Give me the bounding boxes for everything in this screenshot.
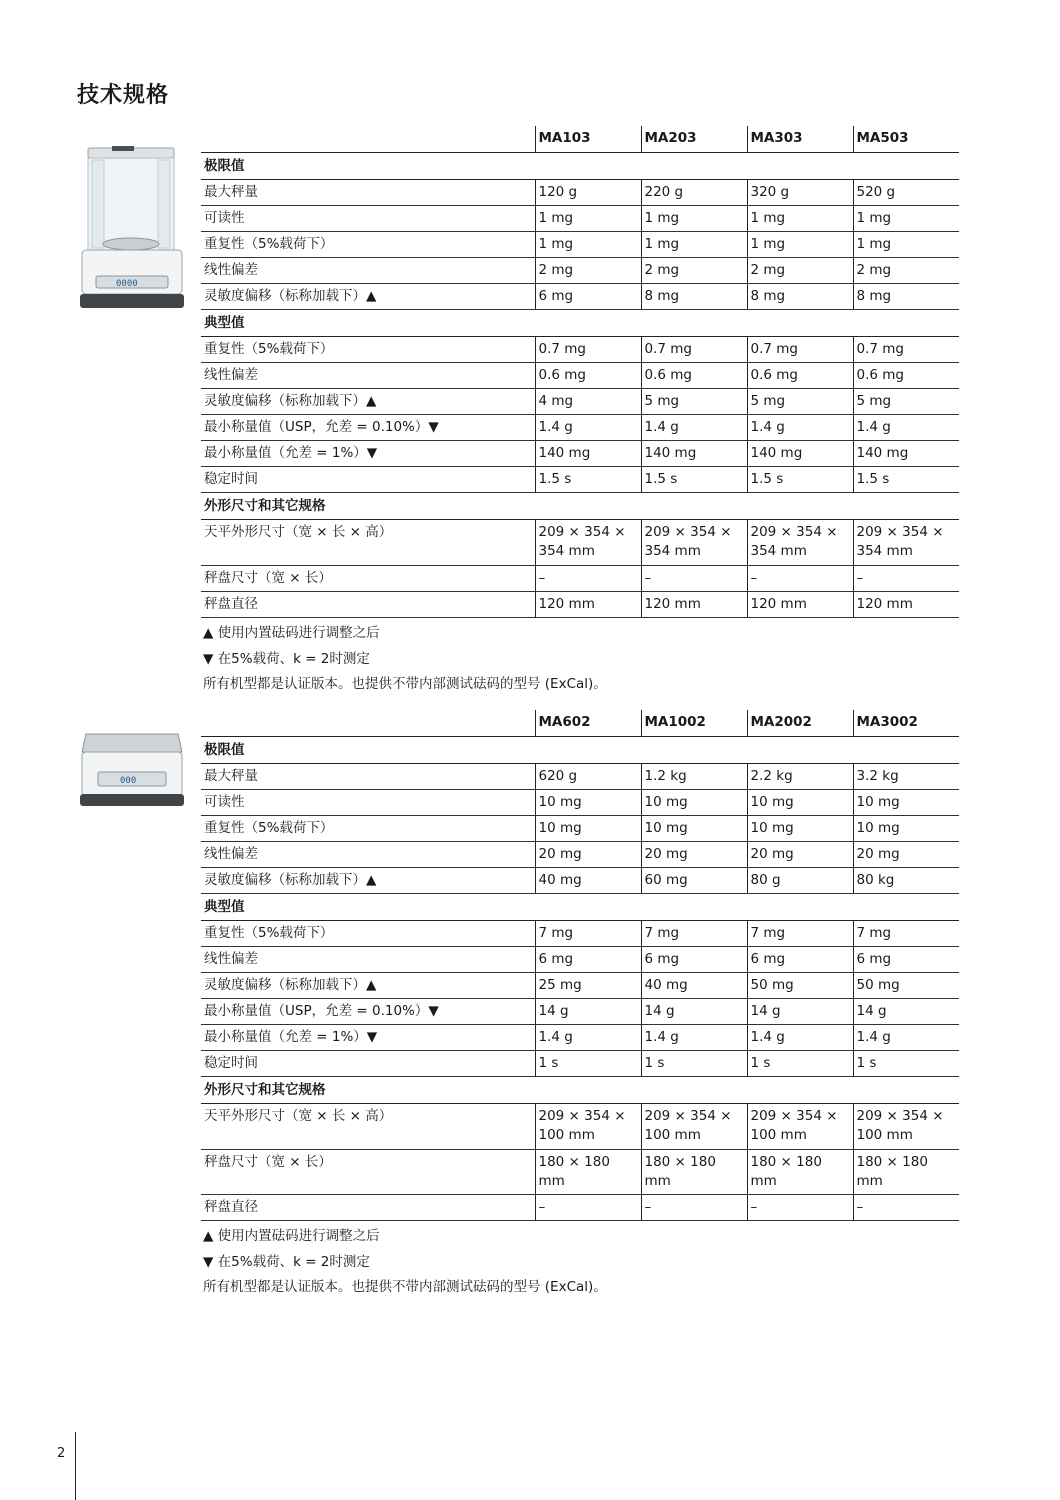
value-cell: 20 mg (853, 842, 959, 868)
footnote: ▼ 在5%载荷、k = 2时测定 (203, 650, 370, 667)
section-title: 外形尺寸和其它规格 (201, 1077, 959, 1104)
row-label: 最小称量值（USP，允差 = 0.10%）▼ (201, 999, 535, 1025)
value-cell: 220 g (641, 180, 747, 206)
value-cell: 14 g (641, 999, 747, 1025)
spec-notes-2 (201, 1224, 959, 1301)
value-cell: 80 kg (853, 868, 959, 894)
value-cell: 620 g (535, 764, 641, 790)
value-cell: – (853, 566, 959, 592)
section-header-row (201, 153, 959, 180)
row-label: 天平外形尺寸（宽 × 长 × 高） (201, 1104, 535, 1150)
value-cell: 25 mg (535, 973, 641, 999)
value-cell: – (641, 1195, 747, 1221)
value-cell: 80 g (747, 868, 853, 894)
value-cell: 209 × 354 × 354 mm (641, 520, 747, 566)
value-cell: 8 mg (853, 284, 959, 310)
table-row (201, 258, 959, 284)
value-cell: – (853, 1195, 959, 1221)
value-cell: 1.4 g (853, 415, 959, 441)
value-cell: 6 mg (535, 947, 641, 973)
section-header-row (201, 894, 959, 921)
value-cell: – (747, 566, 853, 592)
value-cell: 180 × 180 mm (535, 1150, 641, 1195)
value-cell: 1.4 g (853, 1025, 959, 1051)
value-cell: 14 g (535, 999, 641, 1025)
value-cell: 5 mg (641, 389, 747, 415)
table-row (201, 389, 959, 415)
value-cell: 140 mg (853, 441, 959, 467)
value-cell: 0.6 mg (535, 363, 641, 389)
value-cell: 2 mg (535, 258, 641, 284)
precision-balance-icon (76, 726, 188, 812)
footnote: ▲ 使用内置砝码进行调整之后 (203, 625, 380, 641)
value-cell: 1 mg (747, 232, 853, 258)
value-cell: 10 mg (747, 790, 853, 816)
value-cell: 10 mg (641, 816, 747, 842)
footnote: 所有机型都是认证版本。也提供不带内部测试砝码的型号 (ExCal)。 (203, 1279, 607, 1295)
row-label: 重复性（5%载荷下） (201, 337, 535, 363)
model-header: MA602 (535, 710, 641, 737)
row-label: 最小称量值（允差 = 1%）▼ (201, 441, 535, 467)
value-cell: 0.6 mg (641, 363, 747, 389)
row-label: 稳定时间 (201, 1051, 535, 1077)
value-cell: 10 mg (535, 816, 641, 842)
footnote: ▲ 使用内置砝码进行调整之后 (203, 1228, 380, 1244)
spec-table-1 (201, 126, 959, 618)
value-cell: 1 mg (747, 206, 853, 232)
page-number: 2 (57, 1446, 66, 1461)
value-cell: 180 × 180 mm (641, 1150, 747, 1195)
value-cell: 0.7 mg (853, 337, 959, 363)
row-label: 灵敏度偏移（标称加载下）▲ (201, 284, 535, 310)
table-header-row (201, 710, 959, 737)
value-cell: 1.2 kg (641, 764, 747, 790)
value-cell: 14 g (747, 999, 853, 1025)
analytical-balance-icon (76, 144, 188, 314)
value-cell: 0.6 mg (747, 363, 853, 389)
value-cell: 120 g (535, 180, 641, 206)
value-cell: 10 mg (747, 816, 853, 842)
model-header: MA503 (853, 126, 959, 153)
row-label: 线性偏差 (201, 842, 535, 868)
value-cell: 20 mg (535, 842, 641, 868)
value-cell: 180 × 180 mm (853, 1150, 959, 1195)
row-label: 线性偏差 (201, 947, 535, 973)
row-label: 重复性（5%载荷下） (201, 232, 535, 258)
value-cell: 140 mg (641, 441, 747, 467)
table-row (201, 973, 959, 999)
value-cell: 209 × 354 × 100 mm (853, 1104, 959, 1150)
value-cell: 2.2 kg (747, 764, 853, 790)
row-label: 灵敏度偏移（标称加载下）▲ (201, 973, 535, 999)
value-cell: 209 × 354 × 100 mm (535, 1104, 641, 1150)
value-cell: 6 mg (853, 947, 959, 973)
value-cell: 50 mg (747, 973, 853, 999)
row-label: 重复性（5%载荷下） (201, 921, 535, 947)
table-row (201, 1150, 959, 1195)
model-header: MA103 (535, 126, 641, 153)
value-cell: 140 mg (535, 441, 641, 467)
value-cell: 40 mg (641, 973, 747, 999)
value-cell: 6 mg (535, 284, 641, 310)
value-cell: 7 mg (535, 921, 641, 947)
value-cell: 520 g (853, 180, 959, 206)
value-cell: 40 mg (535, 868, 641, 894)
value-cell: 8 mg (641, 284, 747, 310)
spec-table-2 (201, 710, 959, 1221)
svg-text:000: 000 (120, 776, 137, 786)
row-label: 线性偏差 (201, 363, 535, 389)
table-row (201, 1195, 959, 1221)
table-row (201, 868, 959, 894)
value-cell: 0.7 mg (535, 337, 641, 363)
section-header-row (201, 737, 959, 764)
footnote: 所有机型都是认证版本。也提供不带内部测试砝码的型号 (ExCal)。 (203, 676, 607, 692)
value-cell: 1.4 g (535, 415, 641, 441)
value-cell: 2 mg (747, 258, 853, 284)
value-cell: 5 mg (853, 389, 959, 415)
row-label: 最小称量值（允差 = 1%）▼ (201, 1025, 535, 1051)
model-header: MA203 (641, 126, 747, 153)
value-cell: 1.5 s (747, 467, 853, 493)
spec-block-2 (201, 710, 959, 1301)
value-cell: 1.5 s (535, 467, 641, 493)
table-row (201, 180, 959, 206)
spec-block-1 (201, 126, 959, 698)
table-row (201, 337, 959, 363)
value-cell: 0.7 mg (641, 337, 747, 363)
value-cell: 1.4 g (641, 1025, 747, 1051)
value-cell: 10 mg (535, 790, 641, 816)
row-label: 最大秤量 (201, 764, 535, 790)
value-cell: 320 g (747, 180, 853, 206)
value-cell: 1 mg (641, 232, 747, 258)
table-row (201, 284, 959, 310)
value-cell: 7 mg (641, 921, 747, 947)
table-row (201, 999, 959, 1025)
value-cell: 10 mg (853, 790, 959, 816)
table-row (201, 947, 959, 973)
row-label: 可读性 (201, 790, 535, 816)
section-title: 典型值 (201, 310, 959, 337)
value-cell: 209 × 354 × 354 mm (747, 520, 853, 566)
value-cell: 140 mg (747, 441, 853, 467)
value-cell: 1.5 s (853, 467, 959, 493)
section-title: 极限值 (201, 737, 959, 764)
value-cell: 60 mg (641, 868, 747, 894)
value-cell: 1 mg (535, 232, 641, 258)
value-cell: 1 mg (535, 206, 641, 232)
table-row (201, 566, 959, 592)
section-title: 外形尺寸和其它规格 (201, 493, 959, 520)
value-cell: 1 s (641, 1051, 747, 1077)
table-row (201, 441, 959, 467)
table-row (201, 816, 959, 842)
table-row (201, 1104, 959, 1150)
value-cell: 1 s (853, 1051, 959, 1077)
row-label: 重复性（5%载荷下） (201, 816, 535, 842)
table-row (201, 232, 959, 258)
value-cell: 1 s (747, 1051, 853, 1077)
row-label: 秤盘尺寸（宽 × 长） (201, 1150, 535, 1195)
row-label: 线性偏差 (201, 258, 535, 284)
value-cell: 1.4 g (641, 415, 747, 441)
table-row (201, 1025, 959, 1051)
value-cell: – (747, 1195, 853, 1221)
value-cell: 1 mg (853, 232, 959, 258)
value-cell: 120 mm (853, 592, 959, 618)
header-blank (201, 126, 535, 153)
value-cell: – (535, 566, 641, 592)
value-cell: 20 mg (747, 842, 853, 868)
value-cell: 0.6 mg (853, 363, 959, 389)
value-cell: 1 mg (641, 206, 747, 232)
value-cell: 6 mg (641, 947, 747, 973)
value-cell: 7 mg (853, 921, 959, 947)
svg-text:0000: 0000 (116, 279, 138, 289)
table-row (201, 842, 959, 868)
row-label: 天平外形尺寸（宽 × 长 × 高） (201, 520, 535, 566)
section-header-row (201, 493, 959, 520)
value-cell: 10 mg (853, 816, 959, 842)
table-row (201, 1051, 959, 1077)
value-cell: 209 × 354 × 100 mm (747, 1104, 853, 1150)
table-row (201, 206, 959, 232)
value-cell: 50 mg (853, 973, 959, 999)
value-cell: 120 mm (747, 592, 853, 618)
value-cell: 14 g (853, 999, 959, 1025)
value-cell: 209 × 354 × 354 mm (535, 520, 641, 566)
value-cell: 4 mg (535, 389, 641, 415)
section-header-row (201, 1077, 959, 1104)
page-rule (75, 1432, 76, 1500)
model-header: MA1002 (641, 710, 747, 737)
row-label: 秤盘尺寸（宽 × 长） (201, 566, 535, 592)
value-cell: 2 mg (853, 258, 959, 284)
row-label: 最小称量值（USP，允差 = 0.10%）▼ (201, 415, 535, 441)
section-title: 典型值 (201, 894, 959, 921)
row-label: 可读性 (201, 206, 535, 232)
page-title: 技术规格 (77, 83, 170, 108)
value-cell: 180 × 180 mm (747, 1150, 853, 1195)
value-cell: 120 mm (535, 592, 641, 618)
table-row (201, 467, 959, 493)
table-row (201, 921, 959, 947)
value-cell: 1.5 s (641, 467, 747, 493)
spec-notes-1 (201, 621, 959, 698)
row-label: 灵敏度偏移（标称加载下）▲ (201, 868, 535, 894)
row-label: 秤盘直径 (201, 1195, 535, 1221)
value-cell: – (535, 1195, 641, 1221)
value-cell: 2 mg (641, 258, 747, 284)
table-row (201, 790, 959, 816)
model-header: MA2002 (747, 710, 853, 737)
table-row (201, 520, 959, 566)
value-cell: – (641, 566, 747, 592)
value-cell: 3.2 kg (853, 764, 959, 790)
value-cell: 6 mg (747, 947, 853, 973)
value-cell: 0.7 mg (747, 337, 853, 363)
value-cell: 5 mg (747, 389, 853, 415)
table-row (201, 415, 959, 441)
value-cell: 1 s (535, 1051, 641, 1077)
table-row (201, 764, 959, 790)
header-blank (201, 710, 535, 737)
value-cell: 209 × 354 × 354 mm (853, 520, 959, 566)
value-cell: 20 mg (641, 842, 747, 868)
value-cell: 7 mg (747, 921, 853, 947)
row-label: 稳定时间 (201, 467, 535, 493)
row-label: 灵敏度偏移（标称加载下）▲ (201, 389, 535, 415)
value-cell: 1.4 g (535, 1025, 641, 1051)
value-cell: 209 × 354 × 100 mm (641, 1104, 747, 1150)
value-cell: 120 mm (641, 592, 747, 618)
value-cell: 1.4 g (747, 1025, 853, 1051)
model-header: MA303 (747, 126, 853, 153)
footnote: ▼ 在5%载荷、k = 2时测定 (203, 1253, 370, 1270)
table-row (201, 363, 959, 389)
row-label: 秤盘直径 (201, 592, 535, 618)
section-title: 极限值 (201, 153, 959, 180)
value-cell: 1 mg (853, 206, 959, 232)
table-row (201, 592, 959, 618)
value-cell: 8 mg (747, 284, 853, 310)
value-cell: 10 mg (641, 790, 747, 816)
value-cell: 1.4 g (747, 415, 853, 441)
table-header-row (201, 126, 959, 153)
row-label: 最大秤量 (201, 180, 535, 206)
section-header-row (201, 310, 959, 337)
model-header: MA3002 (853, 710, 959, 737)
